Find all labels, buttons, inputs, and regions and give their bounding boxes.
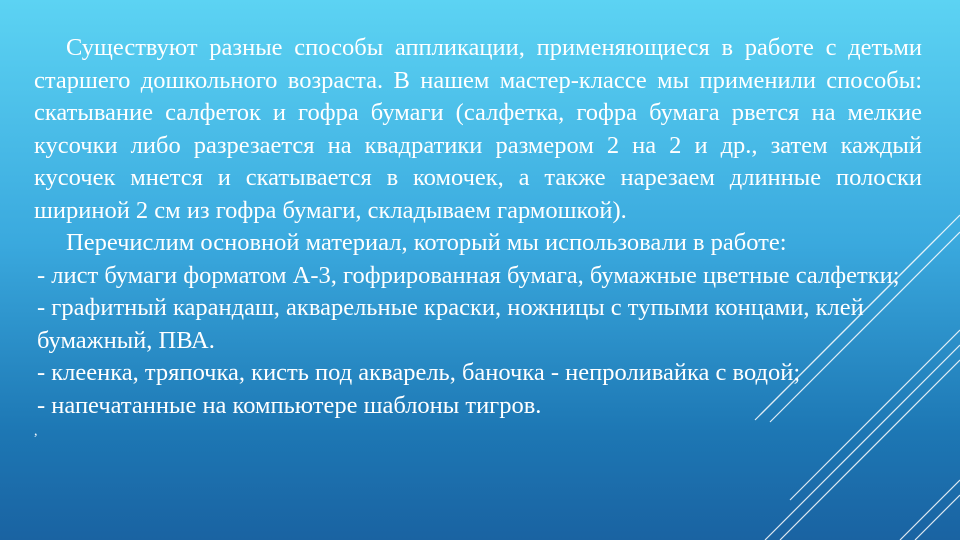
paragraph-materials-intro: Перечислим основной материал, который мы использовали в работе: (66, 229, 787, 256)
list-item: - графитный карандаш, акварельные краски, ножницы с тупыми концами, клей бумажный, ПВА. (37, 294, 864, 354)
decor-line (900, 480, 960, 540)
slide-text (34, 32, 922, 442)
decor-line (915, 495, 960, 540)
list-item: - лист бумаги форматом А-3, гофрированная бумага, бумажные цветные салфетки; (37, 261, 900, 289)
list-item: - напечатанные на компьютере шаблоны тигров. (37, 391, 542, 419)
paragraph-methods: Существуют разные способы аппликации, применяющиеся в работе с детьми старшего дошкольного возраста. В нашем мастер-классе мы применили способы: скатывание салфеток и гофра бумаги (салфетка, гофра бумага рвется на мелкие кусочки либо разрезается на квадратики размером 2 на 2 и др., затем каждый кусочек мнется и скатывается в комочек, а также нарезаем длинные полоски шириной 2 см из гофра бумаги, складываем гармошкой). (34, 34, 922, 224)
materials-list (34, 260, 922, 423)
list-item: - клеенка, тряпочка, кисть под акварель, баночка - непроливайка с водой; (37, 359, 801, 386)
trailing-mark: , (34, 424, 38, 439)
